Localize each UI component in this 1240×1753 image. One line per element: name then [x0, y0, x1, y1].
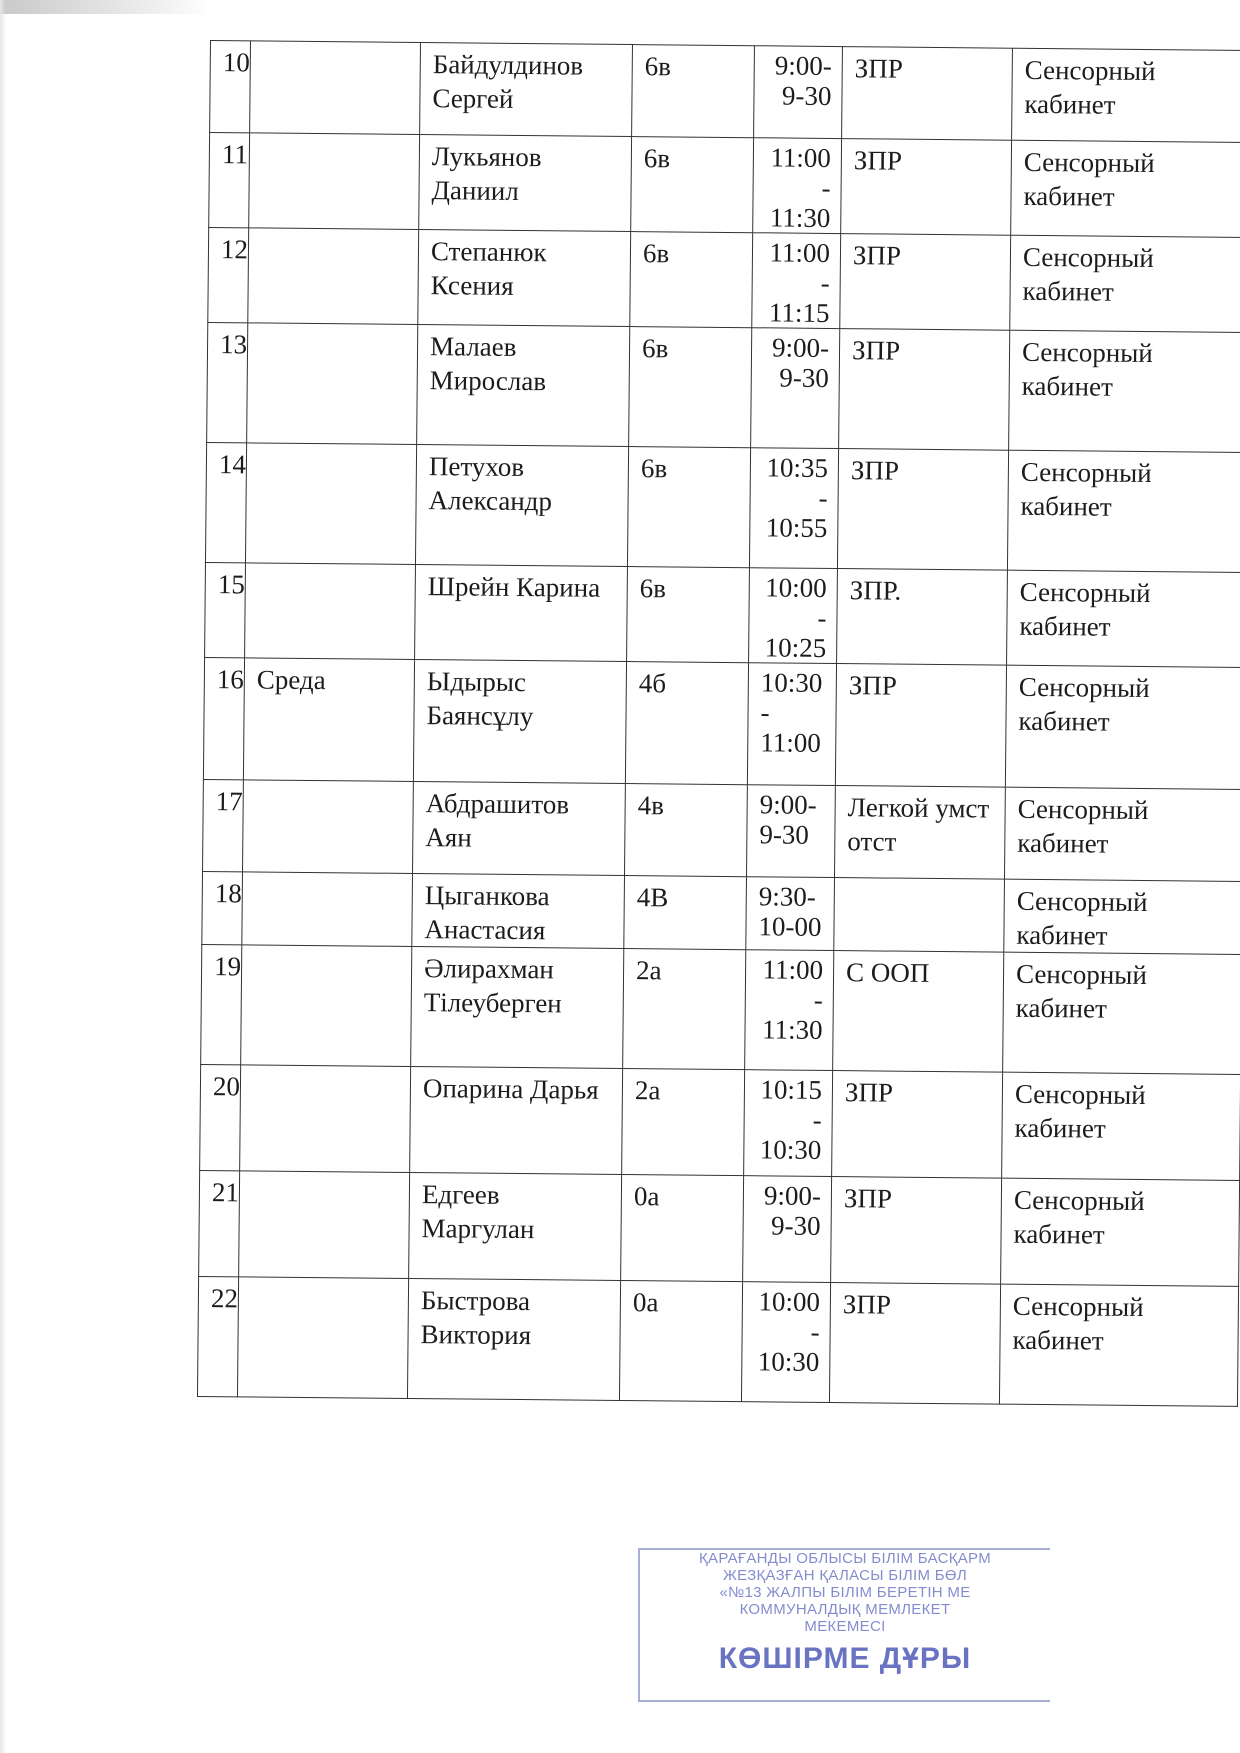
table-row — [210, 41, 1240, 143]
time-start: 9:00- — [774, 50, 832, 81]
row-number: 19 — [201, 944, 242, 1064]
row-number: 11 — [209, 133, 250, 228]
location-cell: Сенсорный кабинет — [1004, 879, 1240, 954]
time-dash: - — [813, 984, 823, 1015]
time-cell — [741, 1282, 830, 1403]
weekday-cell — [242, 872, 413, 947]
class-cell: 6в — [627, 447, 750, 568]
scan-corner-shadow — [0, 0, 210, 14]
row-number: 16 — [203, 657, 244, 779]
schedule-table — [197, 40, 1240, 1407]
student-name: Байдулдинов Сергей — [420, 43, 633, 137]
weekday-cell — [249, 133, 420, 230]
time-cell — [747, 663, 836, 786]
class-cell: 0а — [621, 1175, 744, 1282]
table-row — [205, 442, 1240, 572]
location-cell: Сенсорный кабинет — [1011, 140, 1240, 237]
student-name: Степанюк Ксения — [418, 230, 631, 327]
time-end: 9-30 — [771, 1210, 821, 1241]
student-name: Ыдырыс Баянсұлу — [413, 659, 626, 783]
time-cell — [745, 950, 834, 1071]
location-cell: Сенсорный кабинет — [1010, 235, 1240, 332]
class-cell: 6в — [632, 45, 755, 138]
stamp-line: ЖЕЗҚАЗҒАН ҚАЛАСЫ БІЛІМ БӨЛ — [722, 1567, 968, 1584]
location-cell: Сенсорный кабинет — [1012, 48, 1240, 142]
time-end: 11:00 — [760, 727, 821, 758]
time-end: 10:25 — [764, 632, 827, 663]
row-number: 14 — [205, 442, 246, 562]
stamp-line: КОММУНАЛДЫҚ МЕМЛЕКЕТ — [739, 1601, 951, 1618]
time-dash: - — [812, 1104, 822, 1135]
time-start: 11:00 — [769, 237, 831, 268]
table-row — [207, 322, 1240, 452]
row-number: 12 — [208, 227, 249, 322]
class-cell: 6в — [631, 137, 754, 233]
time-start: 11:00 — [762, 954, 824, 985]
category-cell: ЗПР — [829, 1283, 1000, 1405]
location-cell: Сенсорный кабинет — [999, 1284, 1238, 1406]
location-cell: Сенсорный кабинет — [1002, 1072, 1240, 1180]
weekday-cell — [250, 41, 421, 135]
stamp-line: ҚАРАҒАНДЫ ОБЛЫСЫ БІЛІМ БАСҚАРМ — [698, 1550, 991, 1567]
time-start: 10:00 — [765, 572, 827, 603]
time-dash: - — [760, 697, 770, 728]
schedule-rows — [197, 41, 1240, 1407]
copy-certified-stamp — [638, 1548, 1050, 1702]
category-cell: Легкой умст отст — [834, 786, 1005, 880]
class-cell: 4В — [624, 876, 747, 950]
time-end: 10-00 — [758, 911, 822, 942]
category-cell — [834, 878, 1005, 953]
table-row — [200, 1064, 1240, 1180]
row-number: 22 — [197, 1276, 238, 1396]
time-end: 9-30 — [779, 362, 829, 393]
location-cell: Сенсорный кабинет — [1004, 787, 1240, 881]
time-start: 10:00 — [758, 1286, 821, 1317]
scan-edge-shadow — [0, 0, 6, 1753]
time-end: 10:55 — [765, 512, 828, 543]
student-name: Быстрова Виктория — [407, 1278, 620, 1400]
time-end: 11:15 — [768, 297, 830, 328]
time-start: 10:35 — [766, 452, 829, 483]
time-dash: - — [818, 482, 828, 513]
class-cell: 2а — [622, 1069, 745, 1176]
time-cell — [749, 448, 838, 569]
row-number: 18 — [202, 871, 243, 944]
table-row — [203, 779, 1240, 881]
row-number: 17 — [203, 779, 244, 871]
time-start: 11:00 — [770, 142, 832, 173]
class-cell: 0а — [619, 1280, 742, 1401]
time-cell — [752, 233, 841, 329]
row-number: 21 — [199, 1170, 240, 1276]
time-cell — [754, 46, 843, 139]
student-name: Лукьянов Даниил — [419, 135, 632, 232]
class-cell: 6в — [629, 327, 752, 448]
category-cell: ЗПР — [831, 1177, 1002, 1285]
location-cell: Сенсорный кабинет — [1005, 665, 1240, 789]
category-cell: ЗПР — [842, 47, 1013, 141]
class-cell: 4б — [625, 662, 748, 785]
time-cell — [753, 138, 842, 234]
time-end: 10:30 — [759, 1134, 822, 1165]
class-cell: 6в — [627, 567, 750, 663]
student-name: Малаев Мирослав — [417, 325, 630, 447]
time-start: 10:30 — [760, 667, 823, 698]
time-end: 11:30 — [761, 1014, 823, 1045]
time-dash: - — [820, 267, 830, 298]
time-start: 9:00- — [763, 1180, 822, 1211]
category-cell: ЗПР — [840, 234, 1011, 331]
time-start: 9:00- — [759, 789, 817, 820]
row-number: 13 — [207, 322, 248, 442]
table-row — [205, 562, 1240, 667]
location-cell: Сенсорный кабинет — [1007, 570, 1240, 667]
stamp-line: «№13 ЖАЛПЫ БІЛІМ БЕРЕТІН МЕ — [719, 1584, 971, 1601]
weekday-cell — [237, 1277, 408, 1399]
student-name: Абдрашитов Аян — [413, 781, 626, 875]
weekday-cell: Среда — [243, 658, 414, 782]
time-cell — [751, 328, 840, 449]
stamp-title: КӨШІРМЕ ДҰРЫ — [718, 1642, 972, 1675]
category-cell: ЗПР — [839, 329, 1010, 451]
category-cell: ЗПР — [841, 139, 1012, 236]
student-name: Опарина Дарья — [410, 1066, 623, 1174]
table-row — [199, 1170, 1240, 1286]
weekday-cell — [248, 228, 419, 325]
time-dash: - — [821, 172, 831, 203]
time-end: 10:30 — [757, 1346, 820, 1377]
time-cell — [746, 785, 835, 878]
time-cell — [746, 877, 835, 951]
class-cell: 4в — [624, 784, 747, 877]
table-row — [209, 133, 1240, 238]
weekday-cell — [245, 563, 416, 660]
weekday-cell — [243, 780, 414, 874]
student-name: Едгеев Маргулан — [409, 1172, 622, 1280]
time-start: 9:00- — [771, 332, 830, 363]
time-cell — [749, 568, 838, 664]
student-name: Әлирахман Тілеуберген — [411, 946, 624, 1068]
class-cell: 2а — [623, 949, 746, 1070]
weekday-cell — [240, 1065, 411, 1173]
time-end: 9-30 — [759, 819, 810, 850]
student-name: Петухов Александр — [415, 445, 628, 567]
weekday-cell — [241, 945, 412, 1067]
category-cell: ЗПР. — [837, 569, 1008, 666]
time-cell — [744, 1070, 833, 1177]
weekday-cell — [245, 443, 416, 565]
student-name: Шрейн Карина — [415, 564, 628, 661]
weekday-cell — [239, 1171, 410, 1279]
category-cell: С ООП — [833, 951, 1004, 1073]
time-start: 10:15 — [760, 1074, 823, 1105]
time-end: 11:30 — [769, 202, 831, 233]
table-row — [201, 944, 1240, 1074]
stamp-line: МЕКЕМЕСІ — [804, 1618, 886, 1635]
category-cell: ЗПР — [832, 1071, 1003, 1179]
student-name: Цыганкова Анастасия — [412, 873, 625, 948]
weekday-cell — [247, 323, 418, 445]
row-number: 20 — [200, 1064, 241, 1170]
category-cell: ЗПР — [835, 664, 1006, 788]
table-row — [202, 871, 1240, 954]
location-cell: Сенсорный кабинет — [1003, 952, 1240, 1074]
location-cell: Сенсорный кабинет — [1009, 330, 1240, 452]
location-cell: Сенсорный кабинет — [1001, 1178, 1240, 1286]
row-number: 15 — [205, 562, 246, 657]
location-cell: Сенсорный кабинет — [1007, 450, 1240, 572]
table-row — [208, 227, 1240, 332]
time-dash: - — [810, 1316, 820, 1347]
class-cell: 6в — [630, 232, 753, 328]
time-dash: - — [817, 602, 827, 633]
category-cell: ЗПР — [837, 449, 1008, 571]
time-end: 9-30 — [781, 80, 832, 111]
time-cell — [743, 1176, 832, 1283]
time-start: 9:30- — [758, 881, 816, 912]
table-row — [203, 657, 1240, 789]
table-row — [197, 1276, 1238, 1406]
row-number: 10 — [210, 41, 251, 133]
